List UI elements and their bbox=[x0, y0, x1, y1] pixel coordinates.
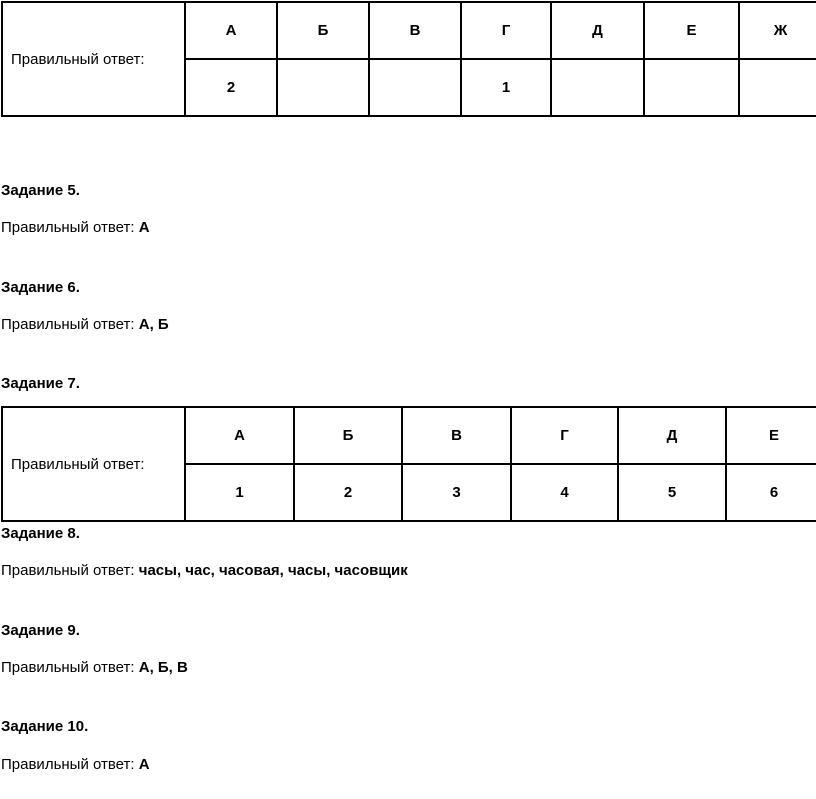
answer-value: А bbox=[138, 219, 150, 236]
answer-label: Правильный ответ: bbox=[1, 756, 135, 773]
table-value-cell: 4 bbox=[511, 464, 618, 521]
answer-value: часы, час, часовая, часы, часовщик bbox=[138, 562, 408, 579]
table-value-cell bbox=[551, 59, 644, 116]
task-6-heading: Задание 6. bbox=[1, 279, 80, 296]
table-label: Правильный ответ: bbox=[2, 407, 185, 521]
table-value-cell: 6 bbox=[726, 464, 816, 521]
table-header-cell: В bbox=[369, 2, 461, 59]
table-header-cell: Е bbox=[726, 407, 816, 464]
task-7-heading: Задание 7. bbox=[1, 375, 80, 392]
table-value-cell bbox=[277, 59, 369, 116]
table-value-cell: 2 bbox=[294, 464, 402, 521]
answer-value: А bbox=[138, 756, 150, 773]
table-header-cell: Б bbox=[277, 2, 369, 59]
task-8-answer bbox=[1, 562, 408, 579]
answer-label: Правильный ответ: bbox=[1, 316, 135, 333]
table-header-cell: В bbox=[402, 407, 511, 464]
table-value-cell: 1 bbox=[461, 59, 551, 116]
task-5-heading: Задание 5. bbox=[1, 182, 80, 199]
table-value-cell bbox=[739, 59, 816, 116]
table-header-cell: Б bbox=[294, 407, 402, 464]
task-5-answer bbox=[1, 219, 150, 236]
table-value-cell: 3 bbox=[402, 464, 511, 521]
task-9-heading: Задание 9. bbox=[1, 622, 80, 639]
table-header-cell: Г bbox=[461, 2, 551, 59]
table-label: Правильный ответ: bbox=[2, 2, 185, 116]
answer-label: Правильный ответ: bbox=[1, 659, 135, 676]
table-header-cell: Д bbox=[618, 407, 726, 464]
table-value-cell bbox=[369, 59, 461, 116]
answer-label: Правильный ответ: bbox=[1, 562, 135, 579]
table-value-cell bbox=[644, 59, 739, 116]
task-9-answer bbox=[1, 659, 188, 676]
task-10-answer bbox=[1, 756, 150, 773]
table-header-cell: Д bbox=[551, 2, 644, 59]
task-10-heading: Задание 10. bbox=[1, 718, 89, 735]
table-value-cell: 2 bbox=[185, 59, 277, 116]
table-header-cell: Е bbox=[644, 2, 739, 59]
table-header-cell: А bbox=[185, 407, 294, 464]
table-value-cell: 5 bbox=[618, 464, 726, 521]
table-header-cell: Ж bbox=[739, 2, 816, 59]
answer-label: Правильный ответ: bbox=[1, 219, 135, 236]
table-header-cell: Г bbox=[511, 407, 618, 464]
answer-table-task-4 bbox=[1, 1, 816, 117]
table-header-row bbox=[2, 2, 816, 59]
table-header-row bbox=[2, 407, 816, 464]
task-6-answer bbox=[1, 316, 169, 333]
table-value-cell: 1 bbox=[185, 464, 294, 521]
task-8-heading: Задание 8. bbox=[1, 525, 80, 542]
table-header-cell: А bbox=[185, 2, 277, 59]
answer-value: А, Б, В bbox=[138, 659, 188, 676]
answer-value: А, Б bbox=[138, 316, 169, 333]
answer-table-task-7 bbox=[1, 406, 816, 522]
